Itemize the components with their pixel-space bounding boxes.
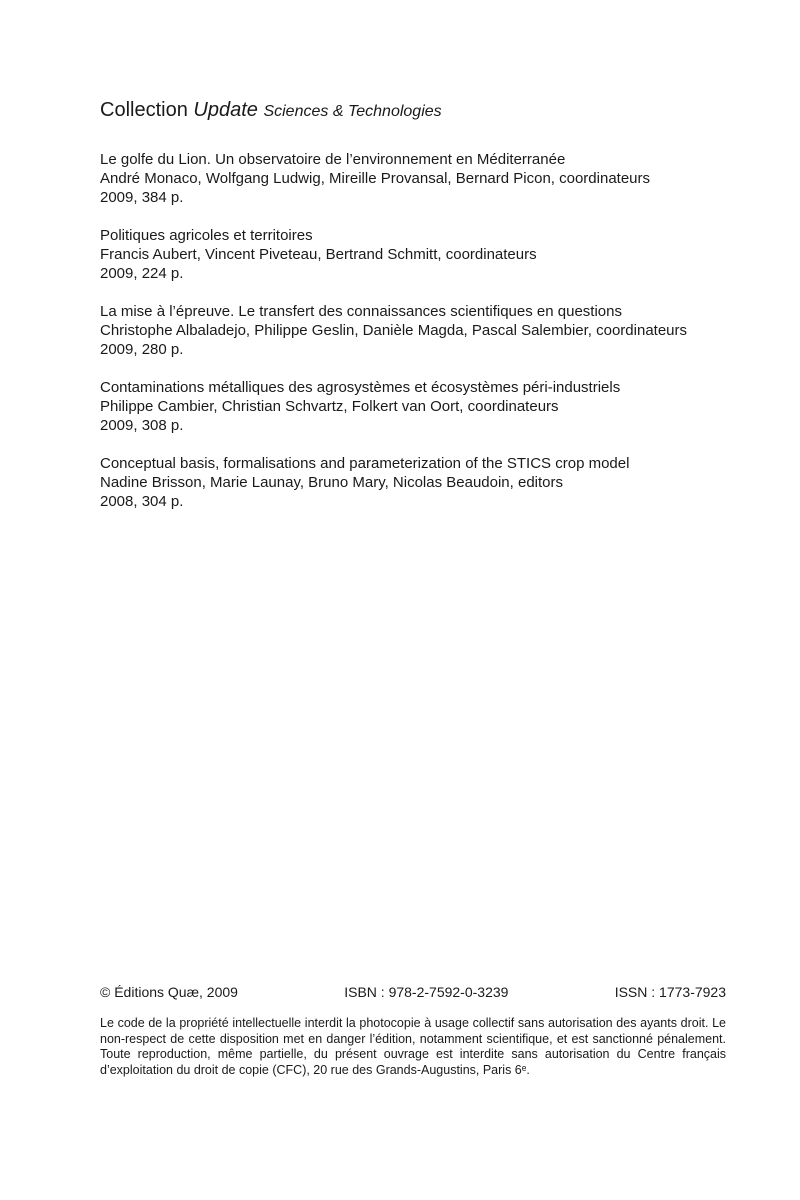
- book-publication: 2009, 280 p.: [100, 341, 184, 358]
- collection-series: Sciences & Technologies: [263, 103, 442, 120]
- book-entry: [100, 302, 750, 359]
- book-authors: Philippe Cambier, Christian Schvartz, Folkert van Oort, coordinateurs: [100, 398, 559, 415]
- book-publication: 2009, 224 p.: [100, 265, 184, 282]
- imprint-row: [100, 983, 726, 1001]
- book-title: Le golfe du Lion. Un observatoire de l’environnement en Méditerranée: [100, 151, 566, 168]
- issn-number: ISSN : 1773-7923: [614, 984, 726, 1000]
- book-entry: [100, 226, 750, 283]
- isbn-number: ISBN : 978-2-7592-0-3239: [344, 984, 509, 1000]
- book-publication: 2009, 308 p.: [100, 417, 184, 434]
- book-authors: Francis Aubert, Vincent Piveteau, Bertrand Schmitt, coordinateurs: [100, 246, 537, 263]
- book-publication: 2009, 384 p.: [100, 189, 184, 206]
- collection-prefix: Collection: [100, 99, 188, 121]
- book-authors: Nadine Brisson, Marie Launay, Bruno Mary, Nicolas Beaudoin, editors: [100, 474, 564, 491]
- book-title: Politiques agricoles et territoires: [100, 227, 313, 244]
- book-title: Conceptual basis, formalisations and parameterization of the STICS crop model: [100, 455, 630, 472]
- legal-notice: Le code de la propriété intellectuelle interdit la photocopie à usage collectif sans autorisation des ayants droit. Le non-respect de cette disposition met en danger l’édition, notamment scientifique, et est sanctionné pénalement. Toute reproduction, même partielle, du présent ouvrage est interdite sans autorisation du Centre français d’exploitation du droit de copie (CFC), 20 rue des Grands-Augustins, Paris 6ᵉ.: [100, 1016, 726, 1077]
- book-entry: [100, 378, 750, 435]
- collection-name: Update: [193, 99, 258, 121]
- book-authors: André Monaco, Wolfgang Ludwig, Mireille Provansal, Bernard Picon, coordinateurs: [100, 170, 651, 187]
- book-title: La mise à l’épreuve. Le transfert des connaissances scientifiques en questions: [100, 303, 622, 320]
- book-authors: Christophe Albaladejo, Philippe Geslin, Danièle Magda, Pascal Salembier, coordinateurs: [100, 322, 688, 339]
- collection-heading: [100, 96, 442, 126]
- book-list: [100, 150, 750, 530]
- book-publication: 2008, 304 p.: [100, 493, 184, 510]
- book-title: Contaminations métalliques des agrosystèmes et écosystèmes péri-industriels: [100, 379, 621, 396]
- book-entry: [100, 454, 750, 511]
- book-entry: [100, 150, 750, 207]
- copyright-notice: © Éditions Quæ, 2009: [100, 984, 238, 1000]
